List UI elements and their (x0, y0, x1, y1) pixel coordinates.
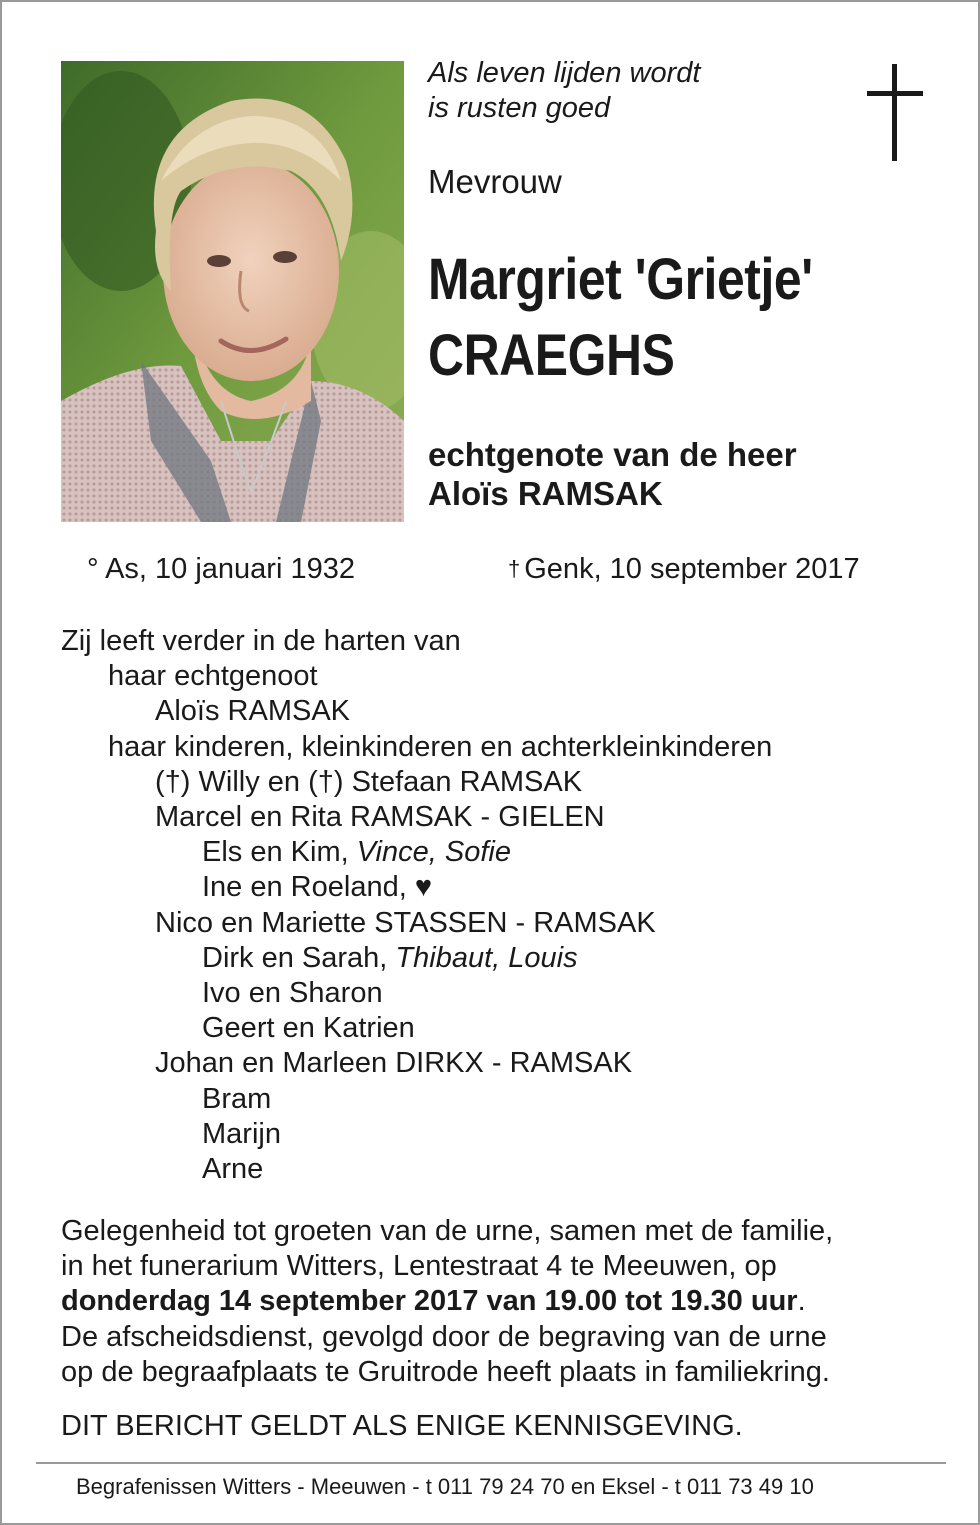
family-intro: Zij leeft verder in de harten van (61, 625, 461, 657)
family-grandchild: Bram (202, 1082, 272, 1115)
grandchild-names: Dirk en Sarah, (202, 941, 388, 974)
deceased-name (428, 242, 813, 394)
family-children-label: haar kinderen, kleinkinderen en achterkleinkinderen (108, 730, 773, 763)
latin-cross-icon (867, 64, 923, 162)
family-spouse-name: Aloïs RAMSAK (155, 695, 350, 728)
family-list (61, 624, 772, 1187)
info-line: in het funerarium Witters, Lentestraat 4 te Meeuwen, op (61, 1250, 777, 1283)
family-grandchild (61, 941, 772, 976)
info-line (61, 1284, 941, 1319)
salutation: Mevrouw (428, 163, 562, 200)
spouse-heading (428, 435, 797, 513)
footer-divider (36, 1462, 946, 1464)
info-line: op de begraafplaats te Gruitrode heeft plaats in familiekring. (61, 1355, 830, 1388)
birth-place-date: As, 10 januari 1932 (105, 553, 355, 585)
great-grandchild-names: Vince, Sofie (356, 836, 511, 869)
family-deceased-sons: (†) Willy en (†) Stefaan RAMSAK (155, 765, 583, 798)
family-grandchild: Ine en Roeland, ♥ (202, 871, 433, 904)
visitation-date-time: donderdag 14 september 2017 van 19.00 tot 19.30 uur (61, 1285, 798, 1318)
deceased-surname: CRAEGHS (428, 323, 675, 388)
official-notice: DIT BERICHT GELDT ALS ENIGE KENNISGEVING. (61, 1410, 743, 1442)
grandchild-names: Els en Kim, (202, 836, 349, 869)
info-line: Gelegenheid tot groeten van de urne, samen met de familie, (61, 1215, 834, 1247)
great-grandchild-names: Thibaut, Louis (395, 941, 578, 974)
death-date (508, 551, 860, 589)
visitation-info (61, 1214, 941, 1390)
info-line: De afscheidsdienst, gevolgd door de begraving van de urne (61, 1320, 827, 1353)
deceased-name-line-1: Margriet 'Grietje' (428, 247, 813, 312)
info-punct: . (797, 1285, 806, 1318)
family-grandchild: Arne (202, 1153, 264, 1186)
family-child-1: Marcel en Rita RAMSAK - GIELEN (155, 801, 605, 834)
portrait-photo (61, 61, 404, 522)
family-grandchild: Marijn (202, 1117, 281, 1150)
family-spouse-label: haar echtgenoot (108, 660, 318, 693)
family-child-2: Nico en Mariette STASSEN - RAMSAK (155, 906, 656, 939)
motto-line-1: Als leven lijden wordt (428, 57, 701, 89)
portrait-photo-icon (61, 61, 404, 522)
birth-date (87, 551, 355, 587)
family-grandchild: Ivo en Sharon (202, 977, 383, 1010)
family-child-3: Johan en Marleen DIRKX - RAMSAK (155, 1047, 633, 1080)
spouse-relation: echtgenote van de heer (428, 436, 797, 473)
death-place-date: Genk, 10 september 2017 (524, 553, 860, 585)
family-grandchild (61, 835, 772, 870)
birth-symbol: ° (87, 553, 99, 585)
death-symbol: † (508, 556, 521, 581)
motto (428, 56, 700, 126)
spouse-name: Aloïs RAMSAK (428, 475, 663, 512)
funeral-home-footer: Begrafenissen Witters - Meeuwen - t 011 79 24 70 en Eksel - t 011 73 49 10 (76, 1474, 814, 1499)
motto-line-2: is rusten goed (428, 92, 611, 124)
family-grandchild: Geert en Katrien (202, 1012, 415, 1045)
